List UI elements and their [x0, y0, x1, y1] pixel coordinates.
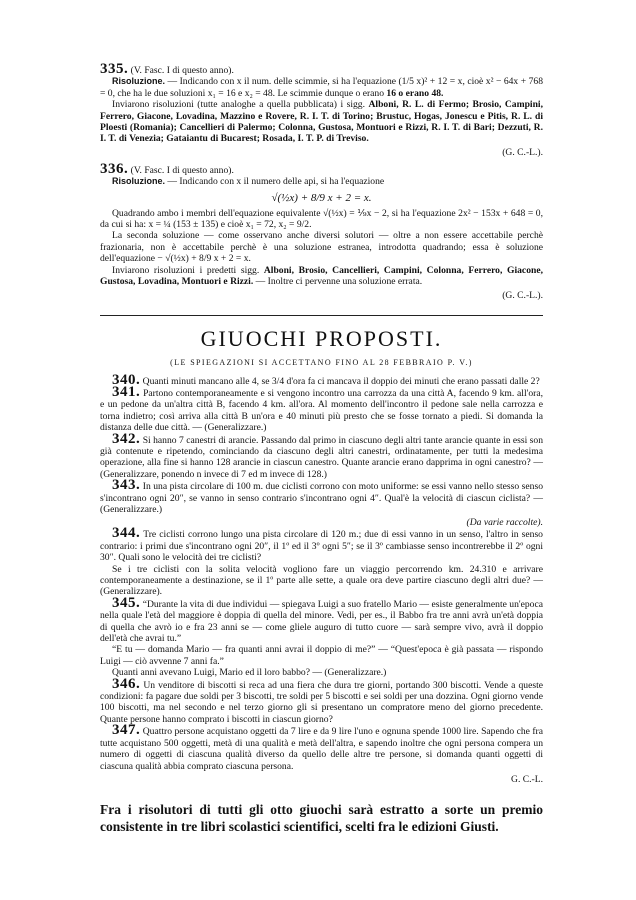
problem-list — [100, 371, 544, 785]
problem-text: Si hanno 7 canestri di arancie. Passando dal primo in ciascuno degli altri tante arancie quante in essi son già contenute e ripetendo, cominciando da ciascuno degli altri canestri, ordinatamente, per tutti la medesima operazione, alla fine si hanno 128 arancie in ciascun canestro. Quante arancie erano dapprima in ogni canestro? — (Generalizzare, ponendo n invece di 7 ed m invece di 128.) — [100, 434, 544, 480]
solvers-intro: Inviarono risoluzioni i predetti sigg. — [112, 264, 260, 276]
signature: (G. C.-L.). — [502, 146, 543, 158]
problem-336-header — [100, 160, 543, 177]
signature: G. C.-L. — [511, 773, 543, 785]
problem-347 — [100, 722, 543, 772]
problem-text: “Durante la vita di due individui — spiegava Luigi a suo fratello Mario — esiste generalmente un'epoca nella quale l'età del maggiore è doppia di quella del minore. Vedi, per es., il Babbo fra tre anni avrà un'età doppia di quella che avrò io e fra 23 anni se — come gliele auguro di tutto cuore — sarà sempre vivo, avrà il doppio dell'età che avrai tu.” — [100, 598, 543, 645]
problem-text: Quanti minuti mancano alle 4, se 3/4 d'ora fa ci mancava il doppio dei minuti che erano passati dalle 2? — [142, 375, 540, 387]
equation: √(½x) + 8/9 x + 2 = x. — [271, 191, 372, 204]
solution-paragraph-2: Quadrando ambo i membri dell'equazione equivalente √(½x) = ⅑x − 2, si ha l'equazione 2x² − 153x + 648 = 0, da cui si ha: x = ¼ (153 ± 135) e cioè x₁ = 72, x₂ = 9/2. — [100, 207, 543, 231]
section-subtitle: (LE SPIEGAZIONI SI ACCETTANO FINO AL 28 FEBBRAIO P. V.) — [170, 357, 473, 367]
problem-344 — [100, 525, 543, 564]
problem-text: In una pista circolare di 100 m. due ciclisti corrono con moto uniforme: se essi vanno nello stesso senso s'incontrano ogni 20″, se vanno in senso contrario s'incontrano ogni 4″. Qual'è la velocità di ciascun ciclista? — (Generalizzare.) — [100, 481, 543, 515]
solution-paragraph — [100, 76, 543, 99]
problem-reference: (V. Fasc. I di questo anno). — [130, 164, 234, 176]
problem-number: 336. — [100, 160, 129, 177]
solution-label: Risoluzione. — [112, 176, 166, 187]
problem-number: 341. — [112, 383, 141, 400]
problem-reference: (V. Fasc. I di questo anno). — [130, 65, 234, 76]
problem-number: 343. — [112, 477, 141, 494]
problem-number: 342. — [112, 430, 141, 447]
prize-announcement: Fra i risolutori di tutti gli otto giuochi sarà estratto a sorte un premio consistente in tre libri scolastici scientifici, scelti fra le edizioni Giusti. — [100, 801, 543, 834]
problem-number: 335. — [100, 61, 129, 77]
problem-335-header — [100, 61, 543, 77]
problem-345 — [100, 594, 543, 645]
solvers-tail: — Inoltre ci pervenne una soluzione errata. — [255, 276, 423, 288]
problem-343 — [100, 477, 543, 515]
problem-number: 340. — [112, 371, 141, 388]
problem-number: 347. — [112, 722, 141, 739]
problem-text: Un venditore di biscotti si reca ad una fiera che dura tre giorni, portando 300 biscotti. Vende a queste condizioni: fa pagare due soldi per 3 biscotti, tre soldi per 5 biscotti e sei soldi per una dozzina. Ogni giorno vende 100 biscotti, ma nel secondo e nel terzo giorno gli si presentano un compratore meno del giorno precedente. Quante persone hanno comprato i biscotti in ciascun giorno? — [100, 679, 543, 725]
problem-text: Partono contemporaneamente e si vengono incontro una carrozza da una città A, facendo 9 km. all'ora, e un pedone da un'altra città B, facendo 4 km. all'ora. Al momento dell'incontro il pedone sale nella carrozza e torna indietro; così arriva alla città B un'ora e 40 minuti più presto che se fosse tornato a piedi. Si domanda la distanza delle due città. — (Generalizzare.) — [100, 387, 543, 434]
problem-345-question: Quanti anni avevano Luigi, Mario ed il loro babbo? — (Generalizzare.) — [112, 667, 387, 679]
solution-text: — Indicando con x il numero delle api, si ha l'equazione — [167, 176, 385, 188]
solvers-list: Alboni, R. L. di Fermo; Brosio, Campini, Ferrero, Giacone, Lovadina, Mazzino e Rovere, R. I. T. di Torino; Brustuc, Hogas, Jonescu e Pitis, R. L. di Ploesti (Romania); Cancellieri di Palermo; Colonna, Gustosa, Montuori e Rizzi, R. I. T. di Bari; Dezzuti, R. I. T. di Venezia; Gataiantu di Bucarest; Rosada, I. T. P. di Treviso. — [100, 99, 543, 145]
solution-label: Risoluzione. — [112, 76, 166, 87]
problem-text: Tre ciclisti corrono lungo una pista circolare di 120 m.; due di essi vanno in un senso, l'altro in senso contrario: i primi due s'incontrano ogni 20″, il 1º ed il 3º ogni 5″; se il 3º cambiasse senso incontrerebbe il 2º ogni 30″. Quali sono le velocità dei tre ciclisti? — [100, 529, 543, 564]
problem-341 — [100, 383, 543, 434]
solvers-list: Alboni, Brosio, Cancellieri, Campini, Colonna, Ferrero, Giacone, Gustosa, Lovadina, Montuori e Rizzi. — [100, 264, 543, 288]
problem-345-continued: “E tu — domanda Mario — fra quanti anni avrai il doppio di me?” — “Quest'epoca è già passata — rispondo Luigi — ciò avvenne 7 anni fa.” — [100, 644, 543, 667]
problem-number: 344. — [112, 525, 141, 542]
solvers-paragraph — [100, 99, 543, 145]
solution-paragraph — [100, 176, 543, 187]
section-title: GIUOCHI PROPOSTI. — [200, 325, 443, 351]
solvers-paragraph — [100, 265, 543, 288]
problem-number: 345. — [112, 594, 141, 611]
solution-text: — Indicando con x il num. delle scimmie, si ha l'equazione (1/5 x)² + 12 = x, cioè x² − 64x + 768 = 0, che ha le due soluzioni x₁ = 16 e x₂ = 48. Le scimmie dunque o erano — [100, 76, 543, 99]
problem-346 — [100, 675, 543, 726]
problem-344-continued: Se i tre ciclisti con la solita velocità vogliono fare un viaggio percorrendo km. 24.310 e arrivare contemporaneamente a destinazione, se il 1º parte alle sette, a quale ora deve partire ciascuno degli altri due? — (Generalizzare). — [100, 563, 543, 598]
problem-text: Quattro persone acquistano oggetti da 7 lire e da 9 lire l'uno e ognuna spende 1000 lire. Sapendo che fra tutte acquistano 500 oggetti, metà di una qualità e metà dell'altra, e sapendo inoltre che ogni persona compera un numero di oggetti di ciascuna qualità diverso da quello delle altre tre persone, si domanda quanti oggetti di ciascuna qualità abbia comprato ciascuna persona. — [100, 726, 543, 772]
solution-paragraph-3: La seconda soluzione — come osservano anche diversi solutori — oltre a non essere accettabile perchè frazionaria, non è accettabile perchè è una soluzione estranea, introdotta quadrando; essa è soluzione dell'equazione − √(½x) + 8/9 x + 2 = x. — [100, 230, 543, 265]
section-divider — [100, 315, 543, 316]
problem-335 — [100, 61, 543, 158]
problem-342 — [100, 430, 544, 481]
signature: (G. C.-L.). — [502, 289, 543, 301]
problem-source: (Da varie raccolte). — [466, 517, 543, 529]
solution-answer: 16 o erano 48. — [386, 87, 444, 99]
solvers-intro: Inviarono risoluzioni (tutte analoghe a quella pubblicata) i sigg. — [112, 99, 365, 111]
problem-number: 346. — [112, 675, 141, 692]
problem-336 — [100, 160, 543, 301]
problem-340 — [100, 371, 543, 388]
page-content — [100, 61, 544, 835]
